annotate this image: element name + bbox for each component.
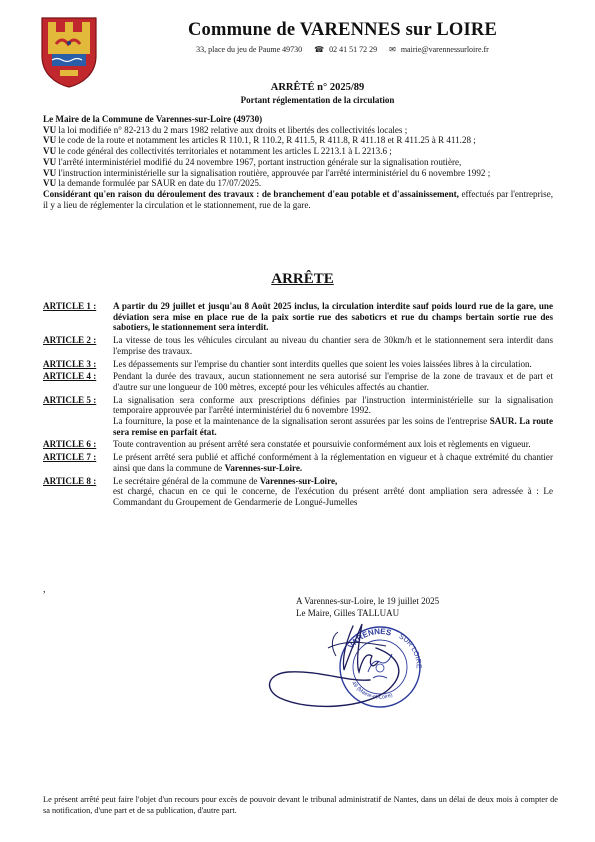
legal-footer: Le présent arrêté peut faire l'objet d'un recours pour excès de pouvoir devant le tribunal administratif de Nantes, dans un délai de deux mois à compter de sa notification, d'une part et de sa publication, d'autre part.: [43, 795, 558, 815]
article-label: ARTICLE 6 :: [43, 439, 97, 450]
article-4: [43, 371, 553, 392]
article-7: [43, 452, 553, 473]
article-text: La signalisation sera conforme aux prescriptions définies par l'instruction interministérielle sur la signalisation temporaire approuvée par l'arrêté interministériel du 6 novembre 1992. La fourniture, la pose et la maintenance de la signalisation seront assurées par les soins de l'entreprise SAUR. La route sera remise en parfait état.: [113, 394, 553, 437]
article-5: [43, 395, 553, 438]
article-label: ARTICLE 8 :: [43, 475, 97, 486]
stamp-text-bottom: 49 (Maine-et-Loire): [350, 680, 394, 701]
article-label: ARTICLE 5 :: [43, 394, 97, 405]
article-text: A partir du 29 juillet et jusqu'au 8 Août 2025 inclus, la circulation interdite sauf poids lourd rue de la gare, une déviation sera mise en place rue de la paix sortie rue des saboticrs et rue du champs bertain sortie rue des sabotiers, le stationnement sera interdit.: [113, 301, 553, 333]
article-text: Toute contravention au présent arrêté sera constatée et poursuivie conformément aux lois et règlements en vigueur.: [113, 439, 531, 450]
article-text: La vitesse de tous les véhicules circulant au niveau du chantier sera de 30km/h et le stationnement sera interdit dans l'emprise des travaux.: [113, 335, 553, 356]
article-text: Pendant la durée des travaux, aucun stationnement ne sera autorisé sur l'emprise de la zone de travaux et de part et d'autre sur une longueur de 100 mètres, excepté pour les véhicules affectés au chantier.: [113, 371, 553, 392]
article-label: ARTICLE 2 :: [43, 335, 97, 346]
article-6: [43, 439, 553, 450]
vu-line: VU la demande formulée par SAUR en date du 17/07/2025.: [43, 178, 262, 189]
article-label: ARTICLE 3 :: [43, 358, 97, 369]
phone-icon: ☎: [314, 45, 325, 54]
article-2: [43, 335, 553, 356]
mayor-line: Le Maire de la Commune de Varennes-sur-Loire (49730): [43, 114, 263, 124]
vu-line: VU l'instruction interministérielle sur la signalisation routière, approuvée par l'arrêté interministériel du 6 novembre 1992 ;: [43, 167, 491, 178]
address-text: 33, place du jeu de Paume 49730: [196, 45, 303, 54]
stamp-text-side: SUR LOIRE: [397, 633, 422, 669]
arrete-heading: ARRÊTE: [271, 271, 334, 287]
stamp-text-top: VARENNES: [346, 626, 393, 651]
article-label: ARTICLE 4 :: [43, 371, 97, 382]
email-icon: ✉: [389, 45, 396, 54]
article-text: Les dépassements sur l'emprise du chantier sont interdits quelles que soient les voies laissées libres à la circulation.: [113, 358, 532, 369]
phone-text: 02 41 51 72 29: [329, 45, 378, 54]
place-date: A Varennes-sur-Loire, le 19 juillet 2025: [296, 596, 440, 606]
preamble: [43, 114, 553, 210]
email-text: mairie@varennessurloire.fr: [400, 45, 489, 54]
article-label: ARTICLE 7 :: [43, 452, 97, 463]
vu-line: VU le code général des collectivités territoriales et notamment les articles L 2213.1 à L 2213.6 ;: [43, 146, 392, 157]
article-1: [43, 301, 553, 333]
vu-line: VU le code de la route et notamment les articles R 110.1, R 110.2, R 411.5, R 411.8, R 411.18 et R 411.25 à R 411.28 ;: [43, 135, 476, 146]
contact-line: [110, 45, 575, 54]
commune-title: Commune de VARENNES sur LOIRE: [187, 20, 498, 40]
considerant: Considérant qu'en raison du déroulement des travaux : de branchement d'eau potable et d'assainissement, effectués par l'entreprise, il y a lieu de réglementer la circulation et le stationnement, rue de la gare.: [43, 188, 553, 210]
vu-line: VU l'arrêté interministériel modifié du 24 novembre 1967, portant instruction générale sur la signalisation routière,: [43, 156, 462, 167]
arrete-number: ARRÊTÉ n° 2025/89: [270, 82, 365, 93]
article-text: Le secrétaire général de la commune de Varennes-sur-Loire, est chargé, chacun en ce qui le concerne, de l'exécution du présent arrêté dont ampliation sera adressée à : Le Commandant du Groupement de Gendarmerie de Longué-Jumelles: [113, 475, 553, 507]
commune-crest-logo: [38, 14, 100, 89]
article-label: ARTICLE 1 :: [43, 301, 97, 311]
article-text: Le présent arrêté sera publié et affiché conformément à la réglementation en vigueur et à chaque extrémité du chantier ainsi que dans la commune de Varennes-sur-Loire.: [113, 452, 553, 473]
vu-line: VU la loi modifiée n° 82-213 du 2 mars 1982 relative aux droits et libertés des collectivités locales ;: [43, 124, 408, 135]
articles-list: [43, 301, 553, 510]
article-3: [43, 359, 553, 370]
stray-mark: ,: [43, 584, 46, 595]
article-8: [43, 476, 553, 508]
handwritten-signature: [258, 612, 428, 722]
arrete-subject: Portant réglementation de la circulation: [240, 95, 395, 105]
signer-name: Le Maire, Gilles TALLUAU: [296, 608, 400, 618]
